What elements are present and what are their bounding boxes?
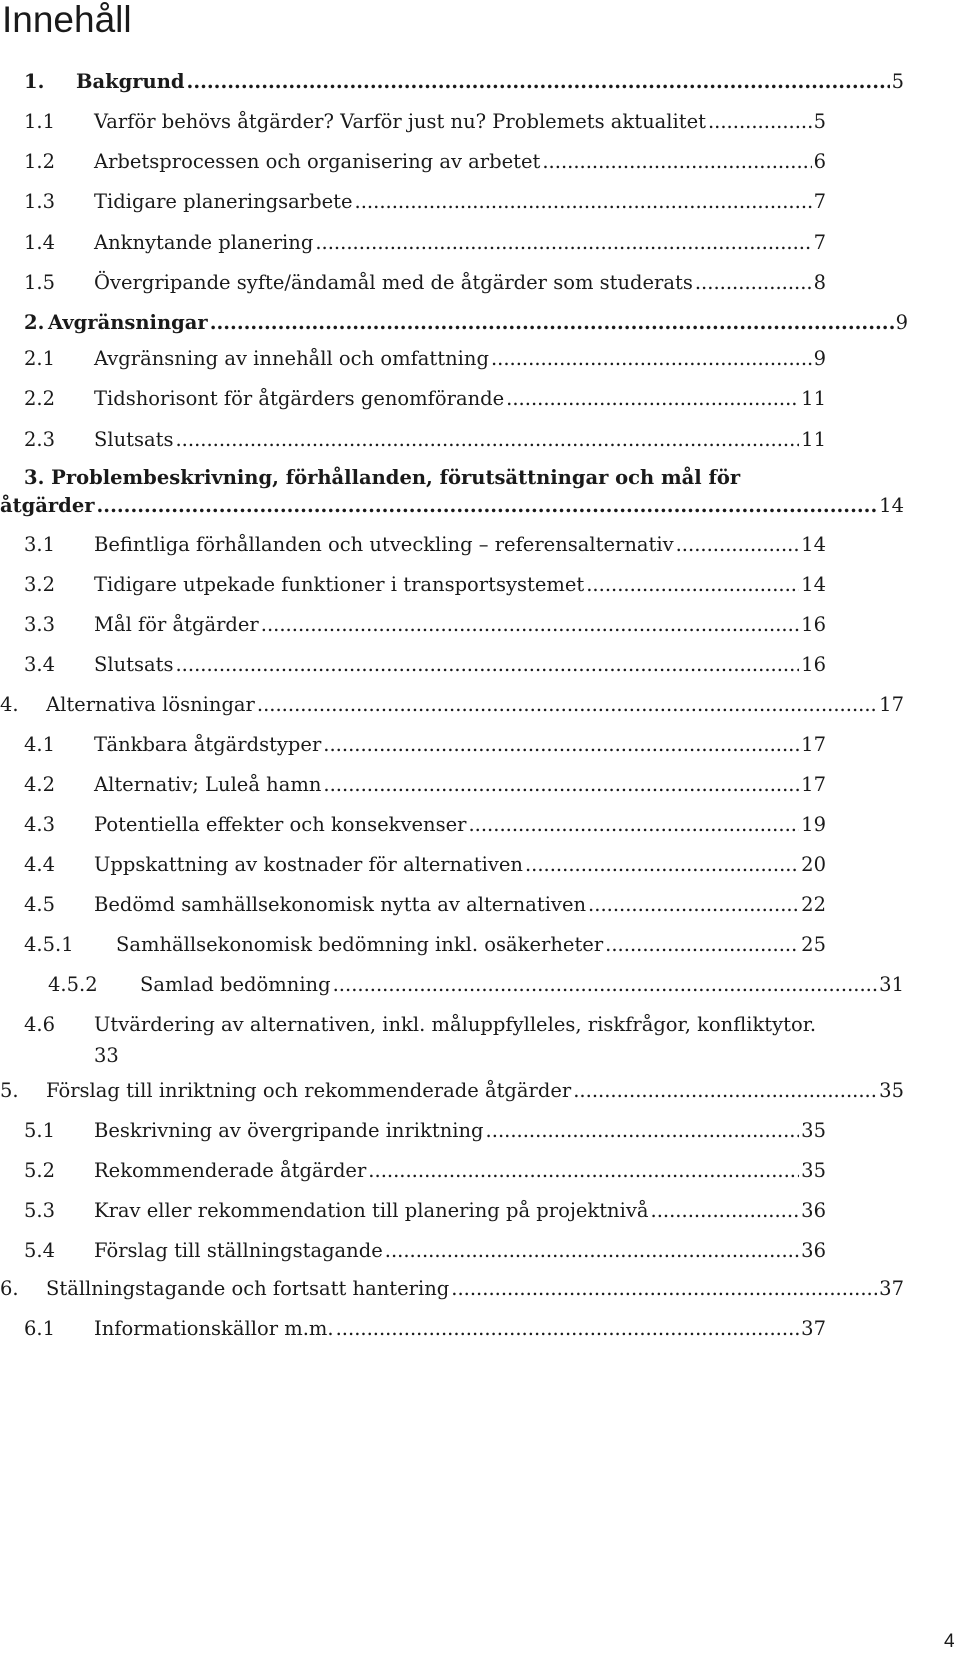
toc-entry-number: 2.3 bbox=[24, 428, 56, 451]
toc-entry-title: Potentiella effekter och konsekvenser bbox=[94, 813, 467, 836]
toc-entry-page: 31 bbox=[879, 973, 904, 996]
toc-entry-page: 14 bbox=[879, 494, 904, 517]
toc-leader-dots bbox=[651, 1197, 800, 1225]
toc-leader-dots bbox=[315, 229, 811, 257]
toc-entry-title: Mål för åtgärder bbox=[94, 613, 259, 636]
toc-entry-4-2[interactable] bbox=[24, 771, 826, 799]
toc-entry-number: 3.4 bbox=[24, 653, 56, 676]
toc-entry-page: 14 bbox=[801, 573, 826, 596]
toc-entry-page: 36 bbox=[801, 1239, 826, 1262]
toc-leader-dots bbox=[336, 1315, 800, 1343]
toc-entry-title: Slutsats bbox=[94, 428, 174, 451]
toc-leader-dots bbox=[486, 1117, 800, 1145]
toc-entry-6[interactable] bbox=[0, 1275, 904, 1303]
toc-entry-page: 35 bbox=[801, 1159, 826, 1182]
toc-entry-1-1[interactable] bbox=[24, 108, 826, 136]
toc-leader-dots bbox=[175, 426, 799, 454]
toc-entry-number: 4.5.2 bbox=[48, 973, 98, 996]
toc-entry-title: Arbetsprocessen och organisering av arbetet bbox=[94, 150, 541, 173]
toc-leader-dots bbox=[323, 771, 799, 799]
toc-entry-2-3[interactable] bbox=[24, 426, 826, 454]
toc-entry-page: 35 bbox=[801, 1119, 826, 1142]
toc-entry-title: Utvärdering av alternativen, inkl. måluppfylleles, riskfrågor, konfliktytor. bbox=[94, 1013, 817, 1036]
toc-entry-title: Problembeskrivning, förhållanden, förutsättningar och mål för bbox=[51, 466, 741, 489]
toc-entry-number: 2. bbox=[24, 311, 45, 334]
toc-entry-3-1[interactable] bbox=[24, 531, 826, 559]
toc-entry-3-2[interactable] bbox=[24, 571, 826, 599]
toc-entry-number: 1.5 bbox=[24, 271, 56, 294]
toc-entry-number: 5. bbox=[0, 1079, 19, 1102]
toc-entry-title: Krav eller rekommendation till planering på projektnivå bbox=[94, 1199, 649, 1222]
toc-leader-dots bbox=[368, 1157, 799, 1185]
toc-entry-number: 4. bbox=[0, 693, 19, 716]
toc-leader-dots bbox=[468, 811, 799, 839]
toc-entry-1-2[interactable] bbox=[24, 148, 826, 176]
toc-entry-4-6-page-line bbox=[94, 1042, 119, 1070]
toc-entry-4-5-2[interactable] bbox=[48, 971, 904, 999]
toc-leader-dots bbox=[257, 691, 877, 719]
toc-title: Innehåll bbox=[2, 0, 132, 40]
toc-entry-number: 4.1 bbox=[24, 733, 56, 756]
toc-leader-dots bbox=[588, 891, 799, 919]
toc-entry-4-4[interactable] bbox=[24, 851, 826, 879]
toc-entry-title: Tidigare utpekade funktioner i transportsystemet bbox=[94, 573, 585, 596]
toc-entry-page: 36 bbox=[801, 1199, 826, 1222]
toc-entry-3[interactable] bbox=[0, 492, 904, 520]
toc-entry-title: Bedömd samhällsekonomisk nytta av alternativen bbox=[94, 893, 587, 916]
toc-entry-number: 4.3 bbox=[24, 813, 56, 836]
toc-leader-dots bbox=[708, 108, 812, 136]
toc-entry-page: 33 bbox=[94, 1044, 119, 1067]
toc-leader-dots bbox=[187, 68, 890, 96]
toc-entry-4-5[interactable] bbox=[24, 891, 826, 919]
toc-entry-page: 17 bbox=[801, 733, 826, 756]
toc-entry-5-3[interactable] bbox=[24, 1197, 826, 1225]
toc-entry-4-6[interactable] bbox=[24, 1011, 816, 1039]
toc-entry-page: 19 bbox=[801, 813, 826, 836]
toc-entry-4-3[interactable] bbox=[24, 811, 826, 839]
toc-leader-dots bbox=[586, 571, 799, 599]
toc-entry-number: 1.3 bbox=[24, 190, 56, 213]
toc-entry-title: Befintliga förhållanden och utveckling – referensalternativ bbox=[94, 533, 674, 556]
toc-entry-number: 5.3 bbox=[24, 1199, 56, 1222]
toc-entry-title: Förslag till inriktning och rekommenderade åtgärder bbox=[46, 1079, 572, 1102]
toc-entry-title: Alternativa lösningar bbox=[46, 693, 255, 716]
toc-entry-title: Avgränsning av innehåll och omfattning bbox=[94, 347, 489, 370]
toc-entry-title: Anknytande planering bbox=[94, 231, 314, 254]
toc-entry-number: 2.2 bbox=[24, 387, 56, 410]
toc-entry-5[interactable] bbox=[0, 1077, 904, 1105]
toc-entry-number: 1. bbox=[24, 70, 45, 93]
toc-entry-title: Avgränsningar bbox=[48, 311, 208, 334]
toc-entry-number: 5.1 bbox=[24, 1119, 56, 1142]
toc-leader-dots bbox=[210, 309, 894, 337]
toc-entry-page: 20 bbox=[801, 853, 826, 876]
toc-entry-number: 5.2 bbox=[24, 1159, 56, 1182]
toc-entry-title: Bakgrund bbox=[76, 70, 185, 93]
toc-entry-title: Tidigare planeringsarbete bbox=[94, 190, 353, 213]
toc-entry-number: 6. bbox=[0, 1277, 19, 1300]
toc-leader-dots bbox=[573, 1077, 877, 1105]
toc-entry-4[interactable] bbox=[0, 691, 904, 719]
toc-entry-4-5-1[interactable] bbox=[24, 931, 826, 959]
toc-entry-4-1[interactable] bbox=[24, 731, 826, 759]
toc-entry-number: 3.3 bbox=[24, 613, 56, 636]
toc-leader-dots bbox=[323, 731, 799, 759]
toc-entry-number: 3.2 bbox=[24, 573, 56, 596]
toc-entry-title: Samhällsekonomisk bedömning inkl. osäkerheter bbox=[116, 933, 604, 956]
toc-entry-page: 16 bbox=[801, 613, 826, 636]
toc-entry-number: 4.6 bbox=[24, 1013, 56, 1036]
toc-leader-dots bbox=[542, 148, 811, 176]
toc-entry-page: 22 bbox=[801, 893, 826, 916]
toc-entry-6-1[interactable] bbox=[24, 1315, 826, 1343]
toc-entry-3-3[interactable] bbox=[24, 611, 826, 639]
toc-entry-5-2[interactable] bbox=[24, 1157, 826, 1185]
toc-leader-dots bbox=[491, 345, 812, 373]
toc-entry-title: Informationskällor m.m. bbox=[94, 1317, 334, 1340]
toc-entry-2-1[interactable] bbox=[24, 345, 826, 373]
toc-leader-dots bbox=[695, 269, 812, 297]
toc-entry-number: 4.2 bbox=[24, 773, 56, 796]
page-number: 4 bbox=[944, 1631, 955, 1652]
toc-entry-number: 6.1 bbox=[24, 1317, 56, 1340]
toc-entry-page: 37 bbox=[801, 1317, 826, 1340]
toc-entry-page: 37 bbox=[879, 1277, 904, 1300]
toc-entry-1-4[interactable] bbox=[24, 229, 826, 257]
toc-leader-dots bbox=[525, 851, 799, 879]
toc-entry-page: 11 bbox=[801, 428, 826, 451]
toc-entry-page: 11 bbox=[801, 387, 826, 410]
toc-leader-dots bbox=[175, 651, 799, 679]
toc-leader-dots bbox=[506, 385, 799, 413]
toc-entry-1-5[interactable] bbox=[24, 269, 826, 297]
toc-entry-page: 7 bbox=[813, 190, 826, 213]
toc-entry-page: 25 bbox=[801, 933, 826, 956]
toc-leader-dots bbox=[385, 1237, 799, 1265]
toc-entry-3-line1[interactable] bbox=[24, 464, 740, 492]
toc-entry-number: 3. bbox=[24, 466, 45, 489]
toc-entry-5-4[interactable] bbox=[24, 1237, 826, 1265]
toc-entry-1[interactable] bbox=[24, 68, 904, 96]
toc-entry-number: 4.4 bbox=[24, 853, 56, 876]
toc-leader-dots bbox=[676, 531, 800, 559]
toc-entry-page: 16 bbox=[801, 653, 826, 676]
toc-entry-title-continued: åtgärder bbox=[0, 494, 95, 517]
toc-entry-title: Tidshorisont för åtgärders genomförande bbox=[94, 387, 505, 410]
toc-entry-number: 1.2 bbox=[24, 150, 56, 173]
toc-entry-number: 2.1 bbox=[24, 347, 56, 370]
toc-entry-5-1[interactable] bbox=[24, 1117, 826, 1145]
toc-entry-title: Förslag till ställningstagande bbox=[94, 1239, 383, 1262]
toc-entry-title: Alternativ; Luleå hamn bbox=[94, 773, 322, 796]
toc-entry-page: 5 bbox=[813, 110, 826, 133]
toc-leader-dots bbox=[355, 188, 812, 216]
toc-entry-page: 9 bbox=[895, 311, 908, 334]
toc-leader-dots bbox=[605, 931, 799, 959]
toc-entry-number: 3.1 bbox=[24, 533, 56, 556]
toc-entry-title: Tänkbara åtgärdstyper bbox=[94, 733, 322, 756]
toc-entry-number: 4.5 bbox=[24, 893, 56, 916]
toc-entry-title: Slutsats bbox=[94, 653, 174, 676]
toc-entry-page: 14 bbox=[801, 533, 826, 556]
toc-entry-1-3[interactable] bbox=[24, 188, 826, 216]
toc-entry-page: 17 bbox=[801, 773, 826, 796]
toc-leader-dots bbox=[97, 492, 878, 520]
toc-entry-title: Rekommenderade åtgärder bbox=[94, 1159, 367, 1182]
toc-entry-2[interactable] bbox=[24, 309, 908, 337]
toc-leader-dots bbox=[261, 611, 799, 639]
toc-entry-title: Varför behövs åtgärder? Varför just nu? Problemets aktualitet bbox=[94, 110, 706, 133]
toc-entry-page: 8 bbox=[813, 271, 826, 294]
toc-leader-dots bbox=[333, 971, 878, 999]
toc-entry-title: Beskrivning av övergripande inriktning bbox=[94, 1119, 484, 1142]
toc-entry-page: 5 bbox=[891, 70, 904, 93]
toc-entry-number: 4.5.1 bbox=[24, 933, 74, 956]
toc-entry-2-2[interactable] bbox=[24, 385, 826, 413]
toc-entry-page: 17 bbox=[879, 693, 904, 716]
toc-entry-title: Samlad bedömning bbox=[140, 973, 331, 996]
toc-entry-page: 6 bbox=[813, 150, 826, 173]
toc-entry-title: Övergripande syfte/ändamål med de åtgärder som studerats bbox=[94, 271, 693, 294]
toc-entry-page: 7 bbox=[813, 231, 826, 254]
toc-entry-number: 1.1 bbox=[24, 110, 56, 133]
toc-entry-title: Ställningstagande och fortsatt hantering bbox=[46, 1277, 450, 1300]
toc-entry-title: Uppskattning av kostnader för alternativen bbox=[94, 853, 523, 876]
toc-entry-3-4[interactable] bbox=[24, 651, 826, 679]
toc-entry-number: 1.4 bbox=[24, 231, 56, 254]
toc-entry-page: 9 bbox=[813, 347, 826, 370]
toc-entry-page: 35 bbox=[879, 1079, 904, 1102]
toc-entry-number: 5.4 bbox=[24, 1239, 56, 1262]
toc-leader-dots bbox=[451, 1275, 877, 1303]
